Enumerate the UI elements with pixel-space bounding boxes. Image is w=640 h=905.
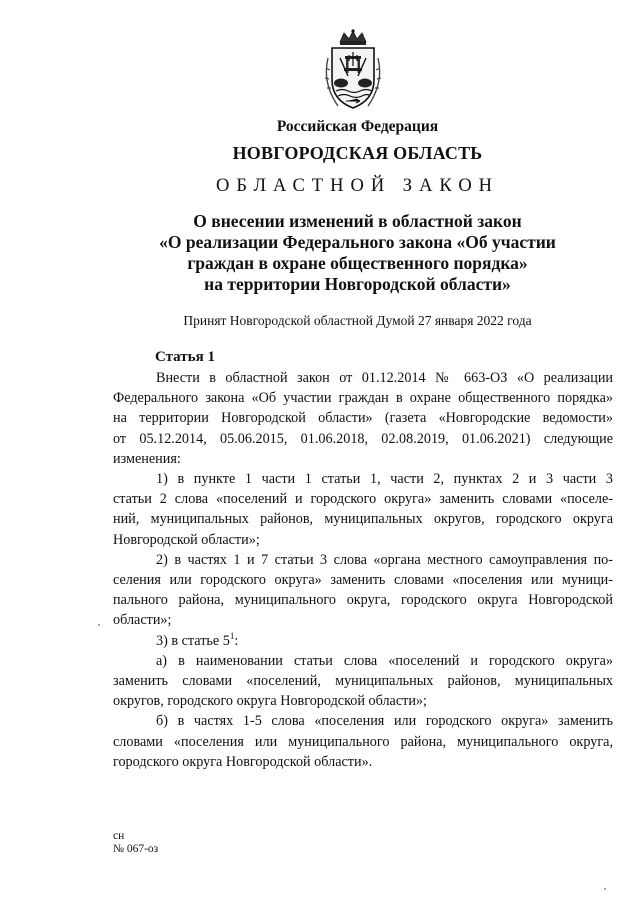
item-2-line: 2) в частях 1 и 7 статьи 3 слова «органа местного самоуправления по- xyxy=(156,551,613,568)
item-3-colon: : xyxy=(234,632,239,649)
item-3-superscript: 1 xyxy=(229,630,235,641)
intro-line: на территории Новгородской области» (газета «Новгородские ведомости» xyxy=(113,410,613,427)
item-2-line: пального района, муниципального округа, городского округа Новгородской xyxy=(113,592,613,609)
law-title-line: «О реализации Федерального закона «Об участии xyxy=(159,232,556,252)
item-3a-line: заменить словами «поселений, муниципальных районов, муниципальных xyxy=(113,673,613,690)
item-1-line: статьи 2 слова «поселений и городского округа» заменить словами «поселе- xyxy=(113,491,613,508)
item-3-text: 3) в статье 5 xyxy=(156,632,230,649)
document-footer xyxy=(113,830,158,856)
law-title xyxy=(100,211,615,295)
item-1-line: Новгородской области»; xyxy=(113,531,260,548)
footer-initials: сн xyxy=(113,830,125,842)
footer-doc-number: № 067-оз xyxy=(113,843,159,855)
item-3a-line: а) в наименовании статьи слова «поселений и городского округа» xyxy=(156,652,613,669)
item-3b-line: словами «поселения или муниципального района, муниципального округа, xyxy=(113,733,613,750)
item-1-line: 1) в пункте 1 части 1 статьи 1, части 2, пунктах 2 и 3 части 3 xyxy=(156,471,613,488)
intro-line: Федерального закона «Об участии граждан в охране общественного порядка» xyxy=(113,390,613,407)
intro-line: изменения: xyxy=(113,450,181,467)
coat-of-arms-icon xyxy=(318,28,388,112)
law-title-line: О внесении изменений в областной закон xyxy=(193,211,522,231)
article-heading: Статья 1 xyxy=(155,349,215,365)
item-2-line: области»; xyxy=(113,612,172,629)
region-heading: НОВГОРОДСКАЯ ОБЛАСТЬ xyxy=(232,143,483,163)
item-3a-line: округов, городского округа Новгородской области»; xyxy=(113,693,427,710)
scan-speck xyxy=(98,624,100,626)
item-3b-line: городского округа Новгородской области». xyxy=(113,753,373,770)
adoption-note: Принят Новгородской областной Думой 27 января 2022 года xyxy=(183,313,532,328)
intro-line: Внести в областной закон от 01.12.2014 № 663-ОЗ «О реализации xyxy=(156,370,613,386)
federation-heading: Российская Федерация xyxy=(276,118,439,135)
item-3-line xyxy=(113,631,613,651)
item-3b-line: б) в частях 1-5 слова «поселения или городского округа» заменить xyxy=(156,713,613,730)
item-2-line: селения или городского округа» заменить словами «поселения или муници- xyxy=(113,572,613,589)
item-1-line: ний, муниципальных районов, муниципальных округов, городского округа xyxy=(113,511,613,528)
law-title-line: граждан в охране общественного порядка» xyxy=(187,253,528,273)
article-body xyxy=(113,368,613,772)
scan-speck xyxy=(604,888,606,890)
document-type-heading: ОБЛАСТНОЙ ЗАКОН xyxy=(215,176,500,196)
intro-line: от 05.12.2014, 05.06.2015, 01.06.2018, 02.08.2019, 01.06.2021) следующие xyxy=(113,430,613,447)
law-title-line: на территории Новгородской области» xyxy=(204,274,511,294)
